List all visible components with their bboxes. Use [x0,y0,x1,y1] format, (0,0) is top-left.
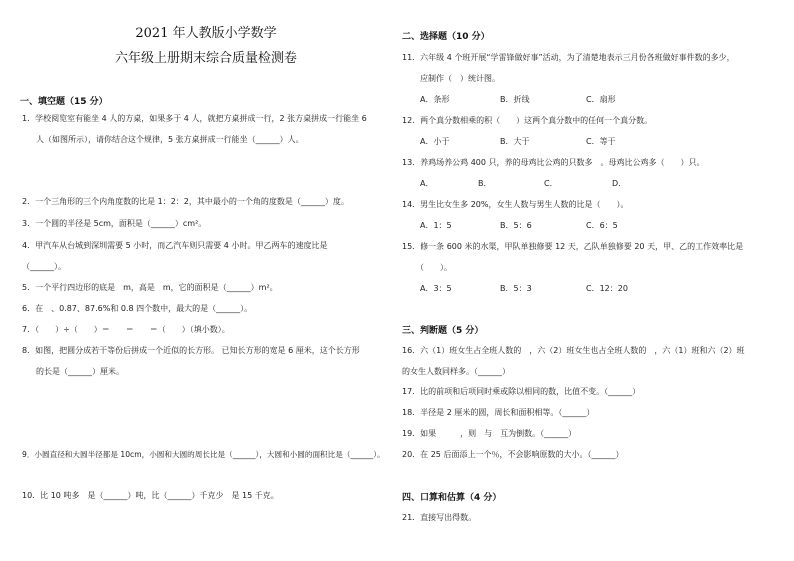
question-11-line-1: 11．六年级 4 个班开展“学雷锋做好事”活动，为了清楚地表示三月份各班做好事件数的多少， [402,53,735,62]
question-4-line-1: 4．甲汽车从台城到深圳需要 5 小时，而乙汽车则只需要 4 小时。甲乙两车的速度比是 [22,241,328,250]
question-16-line-2: 的女生人数同样多。（______） [402,367,510,376]
option-a: A． [420,179,434,188]
option-d: D． [612,179,627,188]
question-1-line-2: 人（如图所示），请你结合这个规律，5 张方桌拼成一行能坐（______）人。 [36,135,304,144]
question-15-line-2: （ ）。 [416,263,452,272]
question-14-options [420,220,618,232]
option-c: C．12：20 [586,284,628,293]
option-c: C．等于 [586,137,616,146]
option-b: B．5：6 [500,221,532,230]
option-b: B．大于 [500,137,530,146]
question-16-line-1: 16．六（1）班女生占全班人数的 ，六（2）班女生也占全班人数的 ，六（1）班和六（2）班 [402,346,745,355]
question-11-options [420,94,616,106]
option-a: A．条形 [420,95,450,104]
option-c: C．扇形 [586,95,616,104]
exam-title: 2021 年人教版小学数学 [135,26,277,41]
question-15-options [420,283,628,295]
option-b: B． [478,179,492,188]
question-19: 19．如果 ，则 与 互为倒数。（______） [402,429,577,438]
question-8-line-1: 8．如图，把圆分成若干等份后拼成一个近似的长方形。 已知长方形的宽是 6 厘米，这个长方形 [22,346,360,355]
question-9: 9．小圆直径和大圆半径都是 10cm，小圆和大圆的周长比是（______），大圆和小圆的面积比是（______）。 [22,450,385,459]
option-a: A．1：5 [420,221,452,230]
option-a: A．3：5 [420,284,452,293]
question-21: 21．直接写出得数。 [402,513,477,522]
question-1-line-1: 1．学校阅览室有能坐 4 人的方桌，如果多于 4 人，就把方桌拼成一行，2 张方桌拼成一行能坐 6 [22,114,367,123]
question-15-line-1: 15．修一条 600 米的水渠，甲队单独修要 12 天，乙队单独修要 20 天，甲、乙的工作效率比是 [402,242,744,251]
section-fill-blank: 一、填空题（15 分） [20,97,108,107]
section-multiple-choice: 二、选择题（10 分） [402,32,490,42]
option-b: B．折线 [500,95,530,104]
question-13-options [420,178,626,190]
question-7: 7．（ ）÷（ ）＝ ＝ ＝（ ）（填小数）。 [22,325,230,334]
question-12-options [420,136,616,148]
exam-subtitle: 六年级上册期末综合质量检测卷 [114,51,297,66]
question-3: 3．一个圆的半径是 5cm，面积是（______）cm²。 [22,219,207,228]
option-c: C．6：5 [586,221,618,230]
option-b: B．5：3 [500,284,532,293]
question-8-line-2: 的长是（______）厘米。 [36,367,124,376]
option-a: A．小于 [420,137,450,146]
question-2: 2．一个三角形的三个内角度数的比是 1：2：2，其中最小的一个角的度数是（______）度。 [22,197,349,206]
question-5: 5．一个平行四边形的底是 m，高是 m，它的面积是（______）m²。 [22,283,278,292]
question-17: 17．比的前项和后项同时乘或除以相同的数，比值不变。（______） [402,387,641,396]
section-true-false: 三、判断题（5 分） [402,326,484,336]
option-c: C． [544,179,558,188]
question-10: 10．比 10 吨多 是（______）吨，比（______）千克少 是 15 千克。 [22,491,279,500]
question-6: 6．在 、0.87、87.6%和 0.8 四个数中，最大的是（______）。 [22,304,253,313]
question-11-line-2: 应制作（ ）统计图。 [420,74,500,83]
question-12: 12．两个真分数相乘的积（ ）这两个真分数中的任何一个真分数。 [402,116,653,125]
question-14: 14．男生比女生多 20%，女生人数与男生人数的比是（ ）。 [402,200,629,209]
section-mental-math: 四、口算和估算（4 分） [402,493,502,503]
question-18: 18．半径是 2 厘米的圆，周长和面积相等。（______） [402,408,595,417]
question-20: 20．在 25 后面添上一个％，不会影响原数的大小。（______） [402,450,624,459]
question-13: 13．养鸡场养公鸡 400 只，养的母鸡比公鸡的只数多 。母鸡比公鸡多（ ）只。 [402,158,705,167]
question-4-line-2: （______）。 [22,262,66,271]
